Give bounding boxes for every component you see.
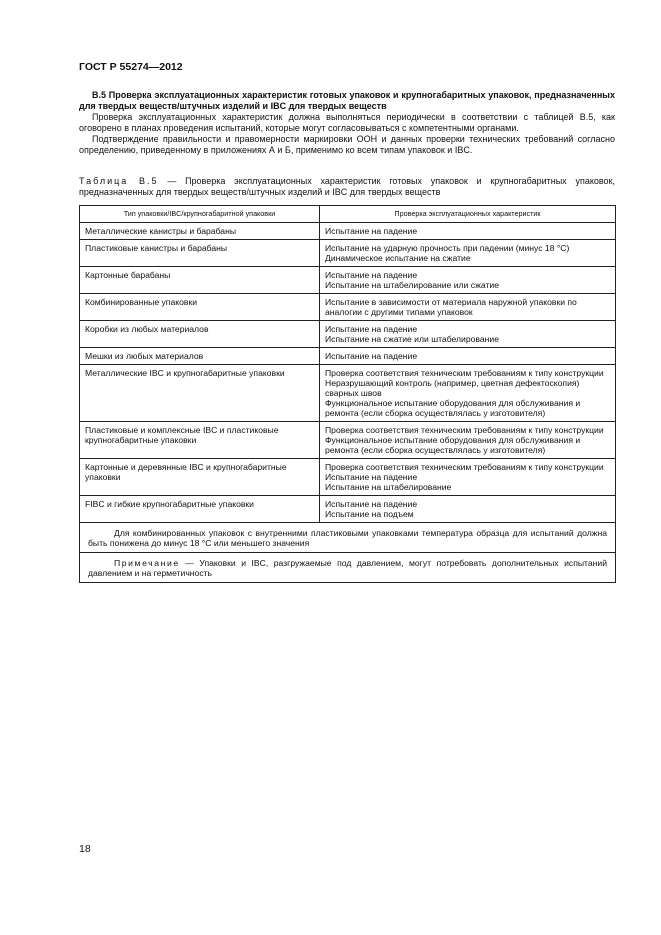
check-item: Функциональное испытание оборудования для обслуживания и ремонта (если сборка осуществлялась у изготовителя)	[325, 435, 581, 455]
cell-checks	[320, 240, 616, 267]
table-row	[80, 223, 616, 240]
check-item: Испытание на падение	[325, 499, 418, 509]
cell-package-type: Комбинированные упаковки	[80, 294, 320, 321]
cell-package-type: Картонные барабаны	[80, 267, 320, 294]
cell-package-type: Мешки из любых материалов	[80, 348, 320, 365]
check-item: Функциональное испытание оборудования для обслуживания и ремонта (если сборка осуществлялась у изготовителя)	[325, 398, 581, 418]
cell-checks	[320, 365, 616, 422]
check-item: Испытание на штабелирование	[325, 482, 452, 492]
table-row	[80, 294, 616, 321]
table-row	[80, 321, 616, 348]
table-caption-label: Таблица В.5	[79, 176, 159, 186]
cell-checks	[320, 348, 616, 365]
check-item: Испытание на падение	[325, 226, 418, 236]
check-item: Проверка соответствия техническим требованиям к типу конструкции	[325, 462, 604, 472]
paragraph: Проверка эксплуатационных характеристик должна выполняться периодически в соответствии с таблицей В.5, как оговорено в планах проведения испытаний, которые могут согласовываться с компетентными органами.	[79, 112, 615, 133]
check-item: Испытание на ударную прочность при падении (минус 18 °С)	[325, 243, 570, 253]
check-item: Испытание на штабелирование или сжатие	[325, 280, 499, 290]
cell-checks	[320, 496, 616, 523]
cell-package-type: Картонные и деревянные IBC и крупногабаритные упаковки	[80, 459, 320, 496]
table-caption	[79, 176, 615, 198]
cell-checks	[320, 267, 616, 294]
cell-checks	[320, 459, 616, 496]
check-item: Проверка соответствия техническим требованиям к типу конструкции	[325, 425, 604, 435]
cell-checks	[320, 321, 616, 348]
check-item: Испытание на падение	[325, 270, 418, 280]
check-item: Проверка соответствия техническим требованиям к типу конструкции	[325, 368, 604, 378]
cell-package-type: Металлические IBC и крупногабаритные упаковки	[80, 365, 320, 422]
table-row	[80, 496, 616, 523]
check-item: Испытание на сжатие или штабелирование	[325, 334, 499, 344]
cell-package-type: FIBC и гибкие крупногабаритные упаковки	[80, 496, 320, 523]
page-number: 18	[79, 843, 91, 855]
cell-checks	[320, 294, 616, 321]
cell-package-type: Пластиковые и комплексные IBC и пластиковые крупногабаритные упаковки	[80, 422, 320, 459]
footnote-text: Для комбинированных упаковок с внутренними пластиковыми упаковками температура образца для испытаний должна быть понижена до минус 18 °С или меньшего значения	[88, 528, 607, 548]
note-row	[80, 553, 616, 583]
cell-package-type: Коробки из любых материалов	[80, 321, 320, 348]
cell-package-type: Металлические канистры и барабаны	[80, 223, 320, 240]
section-title: В.5 Проверка эксплуатационных характеристик готовых упаковок и крупногабаритных упаковок, предназначенных для твердых веществ/штучных изделий и IBC для твердых веществ	[79, 90, 615, 111]
table-row	[80, 365, 616, 422]
check-item: Неразрушающий контроль (например, цветная дефектоскопия) сварных швов	[325, 378, 580, 398]
column-header-type: Тип упаковки/IBC/крупногабаритной упаковки	[80, 206, 320, 223]
cell-checks	[320, 223, 616, 240]
footnote-cell	[80, 523, 616, 553]
table-row	[80, 267, 616, 294]
requirements-table	[79, 205, 616, 583]
table-row	[80, 422, 616, 459]
table-body	[80, 223, 616, 523]
cell-checks	[320, 422, 616, 459]
table-header-row	[80, 206, 616, 223]
paragraph: Подтверждение правильности и правомерности маркировки ООН и данных проверки технических требований согласно определению, приведенному в приложениях А и Б, применимо ко всем типам упаковок и IBC.	[79, 134, 615, 155]
column-header-checks: Проверка эксплуатационных характеристик	[320, 206, 616, 223]
note-text: — Упаковки и IBC, разгружаемые под давлением, могут потребовать дополнительных испытаний давлением и на герметичность	[88, 558, 607, 578]
table-row	[80, 348, 616, 365]
note-label: Примечание	[114, 558, 180, 568]
check-item: Испытание на падение	[325, 351, 418, 361]
check-item: Испытание на падение	[325, 324, 418, 334]
cell-package-type: Пластиковые канистры и барабаны	[80, 240, 320, 267]
check-item: Испытание на подъем	[325, 509, 414, 519]
footnote-row	[80, 523, 616, 553]
section-b5	[79, 90, 615, 156]
table-row	[80, 240, 616, 267]
table-caption-text: — Проверка эксплуатационных характеристик готовых упаковок и крупногабаритных упаковок, предназначенных для твердых веществ/штучных изделий и IBC для твердых веществ	[79, 176, 615, 197]
note-cell	[80, 553, 616, 583]
check-item: Испытание в зависимости от материала наружной упаковки по аналогии с другими типами упаковок	[325, 297, 577, 317]
document-header: ГОСТ Р 55274—2012	[79, 61, 183, 73]
check-item: Испытание на падение	[325, 472, 418, 482]
check-item: Динамическое испытание на сжатие	[325, 253, 471, 263]
table-row	[80, 459, 616, 496]
